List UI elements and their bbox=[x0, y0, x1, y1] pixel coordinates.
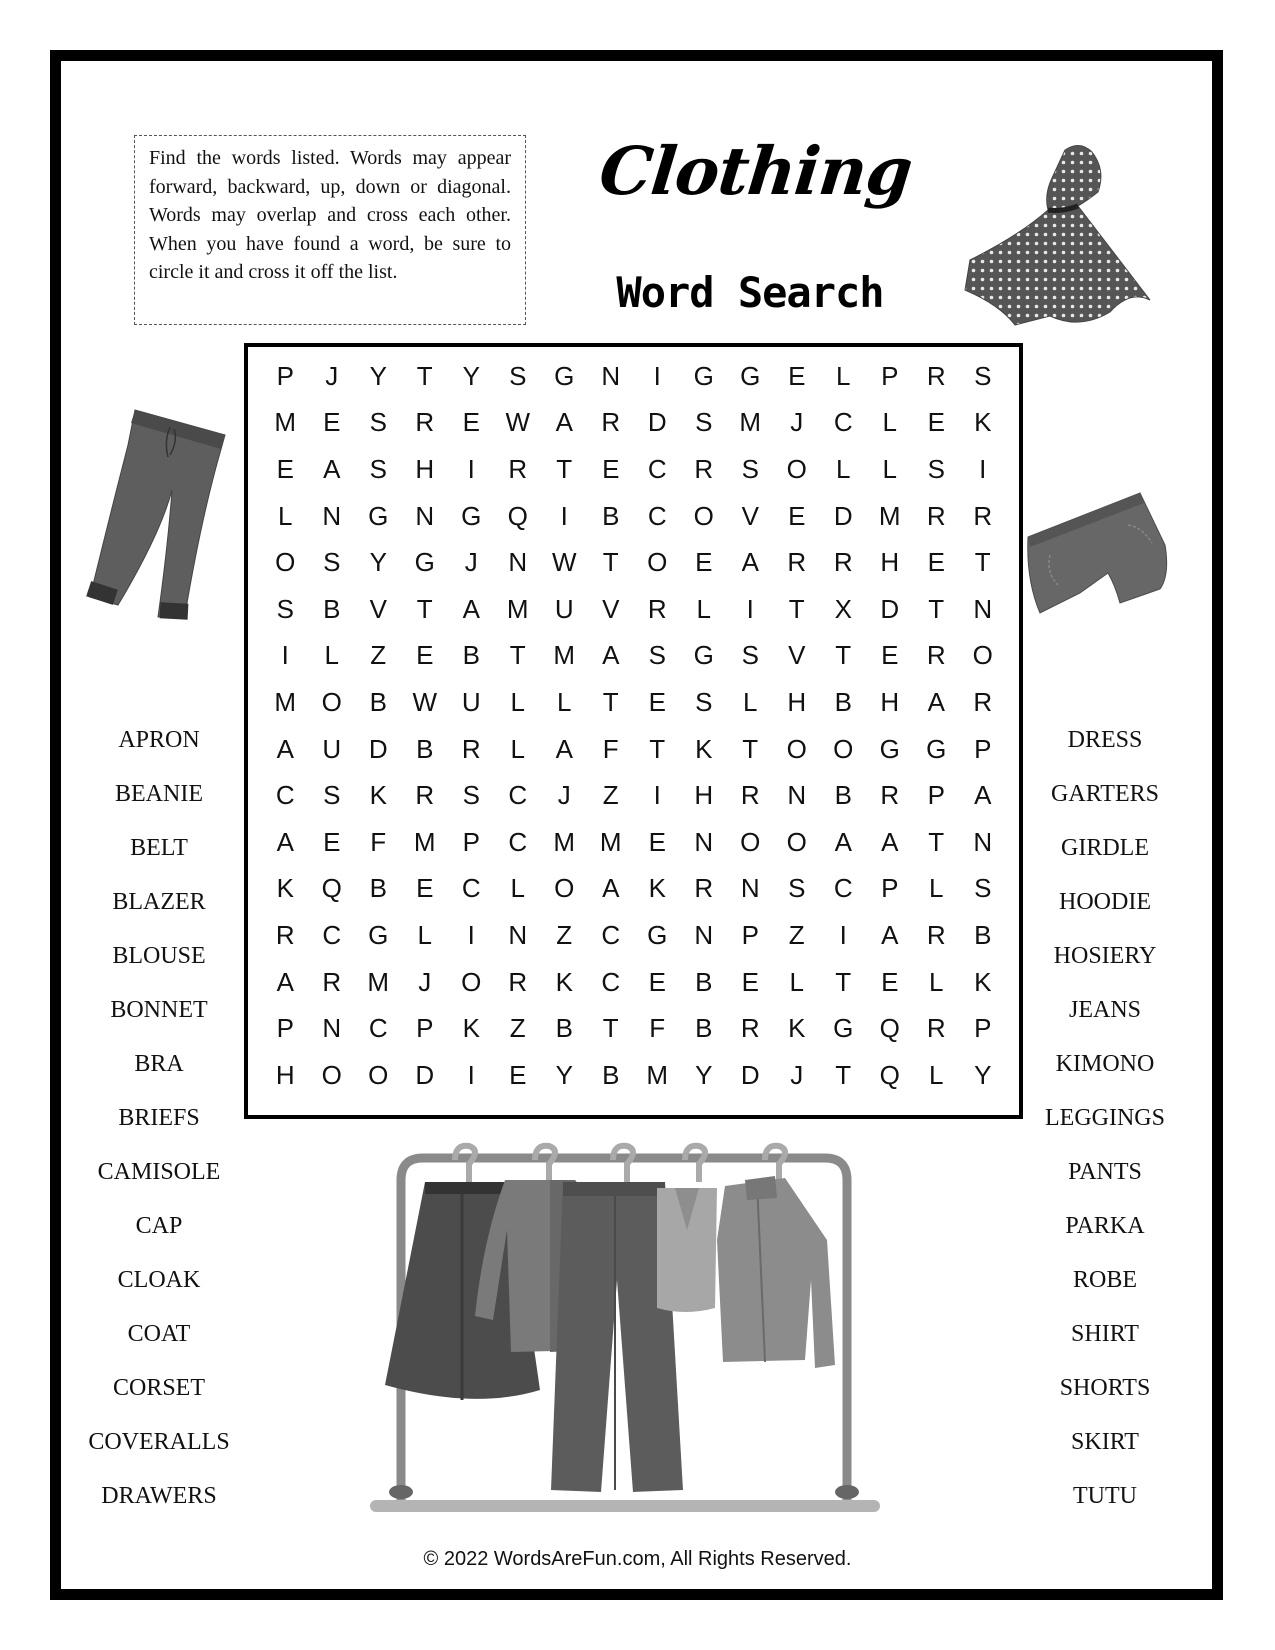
grid-cell: T bbox=[416, 593, 433, 624]
grid-cell: R bbox=[508, 453, 528, 484]
grid-cell: I bbox=[281, 640, 289, 671]
grid-cell: N bbox=[694, 826, 714, 857]
word-list-item: ROBE bbox=[1072, 1267, 1137, 1293]
grid-cell: S bbox=[695, 407, 713, 438]
grid-cell: H bbox=[694, 780, 714, 811]
grid-cell: N bbox=[740, 873, 760, 904]
grid-cell: O bbox=[321, 686, 342, 717]
grid-cell: B bbox=[602, 500, 620, 531]
grid-cell: L bbox=[882, 453, 897, 484]
word-list-item: BRA bbox=[134, 1051, 184, 1077]
grid-cell: Z bbox=[788, 919, 805, 950]
grid-cell: L bbox=[929, 873, 944, 904]
grid-cell: C bbox=[508, 826, 528, 857]
grid-cell: U bbox=[322, 733, 342, 764]
grid-cell: L bbox=[696, 593, 711, 624]
grid-cell: Y bbox=[462, 360, 480, 391]
grid-cell: V bbox=[741, 500, 759, 531]
grid-cell: Z bbox=[602, 780, 619, 811]
grid-cell: M bbox=[646, 1059, 669, 1090]
grid-cell: R bbox=[461, 733, 481, 764]
grid-cell: R bbox=[926, 919, 946, 950]
grid-cell: C bbox=[368, 1013, 388, 1044]
grid-cell: N bbox=[415, 500, 435, 531]
grid-cell: M bbox=[506, 593, 529, 624]
grid-cell: N bbox=[508, 547, 528, 578]
grid-cell: L bbox=[789, 966, 804, 997]
grid-cell: E bbox=[741, 966, 759, 997]
grid-cell: G bbox=[368, 919, 389, 950]
grid-cell: P bbox=[276, 360, 294, 391]
grid-cell: L bbox=[510, 686, 525, 717]
word-list-item: DRAWERS bbox=[101, 1483, 217, 1509]
word-list-item: TUTU bbox=[1073, 1483, 1137, 1509]
grid-cell: N bbox=[973, 826, 993, 857]
grid-cell: A bbox=[555, 733, 573, 764]
grid-cell: D bbox=[833, 500, 853, 531]
grid-cell: Q bbox=[879, 1059, 900, 1090]
grid-cell: E bbox=[509, 1059, 527, 1090]
grid-cell: B bbox=[555, 1013, 573, 1044]
grid-cell: M bbox=[274, 407, 297, 438]
grid-cell: S bbox=[927, 453, 945, 484]
grid-cell: C bbox=[322, 919, 342, 950]
grid-cell: S bbox=[323, 780, 341, 811]
grid-cell: I bbox=[979, 453, 987, 484]
grid-cell: G bbox=[461, 500, 482, 531]
grid-cell: E bbox=[462, 407, 480, 438]
grid-cell: C bbox=[647, 500, 667, 531]
grid-cell: T bbox=[602, 686, 619, 717]
grid-cell: T bbox=[928, 593, 945, 624]
grid-cell: Y bbox=[369, 360, 387, 391]
grid-cell: N bbox=[508, 919, 528, 950]
grid-cell: G bbox=[368, 500, 389, 531]
grid-cell: R bbox=[787, 547, 807, 578]
grid-cell: L bbox=[417, 919, 432, 950]
grid-cell: G bbox=[879, 733, 900, 764]
grid-cell: G bbox=[740, 360, 761, 391]
grid-cell: C bbox=[461, 873, 481, 904]
grid-cell: L bbox=[510, 873, 525, 904]
grid-cell: I bbox=[653, 360, 661, 391]
grid-cell: T bbox=[602, 547, 619, 578]
grid-cell: M bbox=[878, 500, 901, 531]
grid-cell: H bbox=[880, 686, 900, 717]
word-list-item: JEANS bbox=[1068, 997, 1141, 1023]
grid-cell: H bbox=[415, 453, 435, 484]
word-list-item: HOSIERY bbox=[1053, 943, 1157, 969]
grid-cell: H bbox=[880, 547, 900, 578]
grid-cell: S bbox=[323, 547, 341, 578]
grid-cell: F bbox=[602, 733, 619, 764]
grid-cell: A bbox=[323, 453, 341, 484]
grid-cell: A bbox=[276, 826, 294, 857]
grid-cell: R bbox=[508, 966, 528, 997]
grid-cell: K bbox=[276, 873, 294, 904]
grid-cell: W bbox=[412, 686, 438, 717]
grid-cell: E bbox=[695, 547, 713, 578]
word-list-item: BLOUSE bbox=[112, 943, 206, 969]
grid-cell: W bbox=[505, 407, 531, 438]
grid-cell: R bbox=[694, 873, 714, 904]
word-list-item: SKIRT bbox=[1071, 1429, 1139, 1455]
grid-cell: A bbox=[462, 593, 480, 624]
grid-cell: K bbox=[555, 966, 573, 997]
word-list-item: BONNET bbox=[110, 997, 208, 1023]
grid-cell: T bbox=[974, 547, 991, 578]
grid-cell: R bbox=[880, 780, 900, 811]
word-list-item: BELT bbox=[130, 835, 188, 861]
grid-cell: S bbox=[741, 453, 759, 484]
grid-cell: P bbox=[416, 1013, 434, 1044]
grid-cell: I bbox=[746, 593, 754, 624]
grid-cell: V bbox=[602, 593, 620, 624]
grid-cell: O bbox=[972, 640, 993, 671]
grid-cell: P bbox=[462, 826, 480, 857]
instructions-box: Find the words listed. Words may appear forward, backward, up, down or diagonal. Words may overlap and cross each other. When you have found a word, be sure to circle it and cross it off the list. bbox=[134, 135, 526, 325]
word-list-item: SHORTS bbox=[1059, 1375, 1151, 1401]
grid-cell: R bbox=[740, 780, 760, 811]
grid-cell: A bbox=[881, 826, 899, 857]
grid-cell: E bbox=[276, 453, 294, 484]
grid-cell: U bbox=[554, 593, 574, 624]
grid-cell: J bbox=[418, 966, 432, 997]
grid-cell: C bbox=[601, 966, 621, 997]
grid-cell: C bbox=[647, 453, 667, 484]
word-list-item: SHIRT bbox=[1071, 1321, 1139, 1347]
grid-cell: B bbox=[695, 966, 713, 997]
grid-cell: L bbox=[882, 407, 897, 438]
word-list-left bbox=[64, 720, 254, 1530]
grid-cell: L bbox=[557, 686, 572, 717]
grid-cell: K bbox=[695, 733, 713, 764]
grid-cell: M bbox=[413, 826, 436, 857]
grid-cell: O bbox=[554, 873, 575, 904]
grid-cell: H bbox=[275, 1059, 295, 1090]
grid-cell: B bbox=[416, 733, 434, 764]
grid-cell: P bbox=[881, 360, 899, 391]
word-list-item: CAP bbox=[135, 1213, 183, 1239]
grid-cell: E bbox=[927, 547, 945, 578]
grid-cell: J bbox=[557, 780, 571, 811]
grid-cell: A bbox=[974, 780, 992, 811]
grid-cell: R bbox=[973, 686, 993, 717]
word-list-item: HOODIE bbox=[1059, 889, 1151, 915]
grid-cell: S bbox=[369, 407, 387, 438]
grid-cell: N bbox=[694, 919, 714, 950]
grid-cell: L bbox=[510, 733, 525, 764]
grid-cell: S bbox=[974, 360, 992, 391]
grid-cell: O bbox=[647, 547, 668, 578]
grid-cell: S bbox=[648, 640, 666, 671]
grid-cell: A bbox=[276, 966, 294, 997]
word-list-item: PANTS bbox=[1068, 1159, 1142, 1185]
word-list-item: APRON bbox=[118, 727, 200, 753]
grid-cell: E bbox=[648, 686, 666, 717]
grid-cell: I bbox=[839, 919, 847, 950]
pants-icon bbox=[80, 405, 230, 630]
grid-cell: B bbox=[323, 593, 341, 624]
grid-cell: B bbox=[695, 1013, 713, 1044]
grid-cell: Y bbox=[555, 1059, 573, 1090]
grid-cell: M bbox=[553, 826, 576, 857]
grid-cell: J bbox=[790, 407, 804, 438]
grid-cell: P bbox=[974, 733, 992, 764]
grid-cell: O bbox=[368, 1059, 389, 1090]
grid-cell: E bbox=[323, 407, 341, 438]
grid-cell: N bbox=[601, 360, 621, 391]
grid-cell: G bbox=[647, 919, 668, 950]
grid-cell: I bbox=[560, 500, 568, 531]
grid-cell: E bbox=[881, 640, 899, 671]
grid-cell: T bbox=[509, 640, 526, 671]
grid-cell: Q bbox=[321, 873, 342, 904]
grid-cell: A bbox=[741, 547, 759, 578]
grid-cell: L bbox=[743, 686, 758, 717]
shorts-icon bbox=[1020, 485, 1185, 625]
word-list-item: CAMISOLE bbox=[97, 1159, 221, 1185]
grid-cell: L bbox=[836, 453, 851, 484]
grid-cell: A bbox=[834, 826, 852, 857]
grid-cell: L bbox=[324, 640, 339, 671]
grid-cell: T bbox=[835, 640, 852, 671]
word-list-item: COAT bbox=[127, 1321, 191, 1347]
grid-cell: N bbox=[322, 500, 342, 531]
grid-cell: S bbox=[788, 873, 806, 904]
grid-cell: G bbox=[926, 733, 947, 764]
grid-cell: B bbox=[974, 919, 992, 950]
grid-cell: V bbox=[788, 640, 806, 671]
grid-cell: T bbox=[556, 453, 573, 484]
grid-cell: I bbox=[467, 453, 475, 484]
grid-cell: B bbox=[834, 686, 852, 717]
grid-cell: J bbox=[464, 547, 478, 578]
grid-cell: D bbox=[647, 407, 667, 438]
grid-cell: E bbox=[416, 640, 434, 671]
grid-cell: O bbox=[740, 826, 761, 857]
page-title: Clothing bbox=[595, 132, 916, 210]
word-list-item: LEGGINGS bbox=[1045, 1105, 1165, 1131]
grid-cell: A bbox=[602, 640, 620, 671]
grid-cell: E bbox=[323, 826, 341, 857]
grid-cell: G bbox=[693, 640, 714, 671]
word-list-item: DRESS bbox=[1067, 727, 1143, 753]
grid-cell: R bbox=[926, 1013, 946, 1044]
grid-cell: E bbox=[788, 500, 806, 531]
grid-cell: G bbox=[554, 360, 575, 391]
grid-cell: K bbox=[462, 1013, 480, 1044]
grid-cell: G bbox=[833, 1013, 854, 1044]
grid-cell: K bbox=[648, 873, 666, 904]
grid-cell: Q bbox=[507, 500, 528, 531]
grid-cell: O bbox=[693, 500, 714, 531]
grid-cell: N bbox=[787, 780, 807, 811]
grid-cell: L bbox=[278, 500, 293, 531]
grid-cell: D bbox=[415, 1059, 435, 1090]
grid-cell: V bbox=[369, 593, 387, 624]
grid-cell: A bbox=[881, 919, 899, 950]
grid-cell: O bbox=[786, 453, 807, 484]
grid-cell: H bbox=[787, 686, 807, 717]
grid-cell: X bbox=[834, 593, 852, 624]
word-list-item: PARKA bbox=[1065, 1213, 1145, 1239]
word-list-item: BRIEFS bbox=[118, 1105, 200, 1131]
grid-cell: Z bbox=[509, 1013, 526, 1044]
grid-cell: R bbox=[833, 547, 853, 578]
grid-cell: M bbox=[367, 966, 390, 997]
grid-cell: N bbox=[973, 593, 993, 624]
grid-cell: E bbox=[602, 453, 620, 484]
grid-cell: A bbox=[276, 733, 294, 764]
grid-cell: Q bbox=[879, 1013, 900, 1044]
grid-cell: S bbox=[509, 360, 527, 391]
grid-cell: O bbox=[461, 966, 482, 997]
grid-cell: M bbox=[739, 407, 762, 438]
grid-cell: U bbox=[461, 686, 481, 717]
grid-cell: R bbox=[926, 640, 946, 671]
word-list-item: BEANIE bbox=[115, 781, 203, 807]
grid-cell: T bbox=[928, 826, 945, 857]
grid-cell: E bbox=[416, 873, 434, 904]
grid-cell: R bbox=[740, 1013, 760, 1044]
grid-cell: J bbox=[790, 1059, 804, 1090]
copyright-footer: © 2022 WordsAreFun.com, All Rights Reserved. bbox=[423, 1548, 852, 1570]
word-list-item: COVERALLS bbox=[88, 1429, 230, 1455]
grid-cell: C bbox=[508, 780, 528, 811]
grid-cell: T bbox=[835, 966, 852, 997]
grid-cell: S bbox=[974, 873, 992, 904]
grid-cell: S bbox=[695, 686, 713, 717]
grid-cell: P bbox=[276, 1013, 294, 1044]
grid-cell: M bbox=[553, 640, 576, 671]
grid-cell: I bbox=[467, 1059, 475, 1090]
word-list-item: GARTERS bbox=[1051, 781, 1159, 807]
grid-cell: R bbox=[694, 453, 714, 484]
grid-cell: R bbox=[275, 919, 295, 950]
grid-cell: O bbox=[833, 733, 854, 764]
grid-cell: E bbox=[648, 966, 666, 997]
grid-cell: L bbox=[836, 360, 851, 391]
grid-cell: T bbox=[649, 733, 666, 764]
grid-cell: R bbox=[926, 500, 946, 531]
word-list-item: KIMONO bbox=[1055, 1051, 1155, 1077]
grid-cell: Z bbox=[556, 919, 573, 950]
grid-cell: K bbox=[974, 407, 992, 438]
grid-cell: E bbox=[648, 826, 666, 857]
grid-cell: W bbox=[551, 547, 577, 578]
grid-cell: O bbox=[275, 547, 296, 578]
grid-cell: S bbox=[462, 780, 480, 811]
grid-cell: C bbox=[833, 873, 853, 904]
grid-cell: T bbox=[416, 360, 433, 391]
grid-cell: K bbox=[974, 966, 992, 997]
clothing-rack-icon bbox=[365, 1120, 885, 1520]
grid-cell: C bbox=[601, 919, 621, 950]
grid-cell: B bbox=[834, 780, 852, 811]
grid-cell: Y bbox=[695, 1059, 713, 1090]
grid-cell: C bbox=[275, 780, 295, 811]
word-list-right bbox=[1010, 720, 1200, 1530]
grid-cell: F bbox=[370, 826, 387, 857]
grid-cell: K bbox=[369, 780, 387, 811]
grid-cell: T bbox=[788, 593, 805, 624]
grid-cell: E bbox=[788, 360, 806, 391]
grid-cell: P bbox=[741, 919, 759, 950]
grid-cell: E bbox=[927, 407, 945, 438]
grid-cell: I bbox=[653, 780, 661, 811]
grid-cell: B bbox=[369, 686, 387, 717]
grid-cell: F bbox=[649, 1013, 666, 1044]
grid-cell: Z bbox=[370, 640, 387, 671]
grid-cell: R bbox=[973, 500, 993, 531]
grid-cell: L bbox=[929, 1059, 944, 1090]
letter-grid bbox=[262, 353, 1006, 1099]
grid-cell: L bbox=[929, 966, 944, 997]
grid-cell: B bbox=[462, 640, 480, 671]
grid-cell: P bbox=[927, 780, 945, 811]
grid-cell: E bbox=[881, 966, 899, 997]
grid-cell: I bbox=[467, 919, 475, 950]
word-list-item: CORSET bbox=[112, 1375, 205, 1401]
grid-cell: R bbox=[415, 780, 435, 811]
grid-cell: D bbox=[740, 1059, 760, 1090]
grid-cell: M bbox=[599, 826, 622, 857]
grid-cell: D bbox=[880, 593, 900, 624]
grid-cell: R bbox=[647, 593, 667, 624]
grid-cell: A bbox=[555, 407, 573, 438]
word-list-item: BLAZER bbox=[112, 889, 206, 915]
grid-cell: S bbox=[369, 453, 387, 484]
grid-cell: K bbox=[788, 1013, 806, 1044]
grid-cell: C bbox=[833, 407, 853, 438]
grid-cell: S bbox=[741, 640, 759, 671]
grid-cell: B bbox=[369, 873, 387, 904]
grid-cell: P bbox=[974, 1013, 992, 1044]
grid-cell: R bbox=[322, 966, 342, 997]
grid-cell: R bbox=[926, 360, 946, 391]
grid-cell: T bbox=[835, 1059, 852, 1090]
grid-cell: Y bbox=[974, 1059, 992, 1090]
word-search-grid bbox=[244, 343, 1023, 1119]
grid-cell: J bbox=[325, 360, 339, 391]
grid-cell: A bbox=[602, 873, 620, 904]
grid-cell: M bbox=[274, 686, 297, 717]
word-list-item: GIRDLE bbox=[1061, 835, 1149, 861]
grid-cell: T bbox=[602, 1013, 619, 1044]
grid-cell: N bbox=[322, 1013, 342, 1044]
grid-cell: Y bbox=[369, 547, 387, 578]
grid-cell: O bbox=[321, 1059, 342, 1090]
grid-cell: O bbox=[786, 826, 807, 857]
grid-cell: B bbox=[602, 1059, 620, 1090]
grid-cell: T bbox=[742, 733, 759, 764]
page-subtitle: Word Search bbox=[616, 268, 884, 317]
word-list-item: CLOAK bbox=[117, 1267, 201, 1293]
grid-cell: S bbox=[276, 593, 294, 624]
grid-cell: P bbox=[881, 873, 899, 904]
grid-cell: R bbox=[415, 407, 435, 438]
grid-cell: A bbox=[927, 686, 945, 717]
grid-cell: O bbox=[786, 733, 807, 764]
grid-cell: D bbox=[368, 733, 388, 764]
grid-cell: G bbox=[414, 547, 435, 578]
grid-cell: R bbox=[601, 407, 621, 438]
dress-icon bbox=[960, 140, 1155, 330]
grid-cell: G bbox=[693, 360, 714, 391]
